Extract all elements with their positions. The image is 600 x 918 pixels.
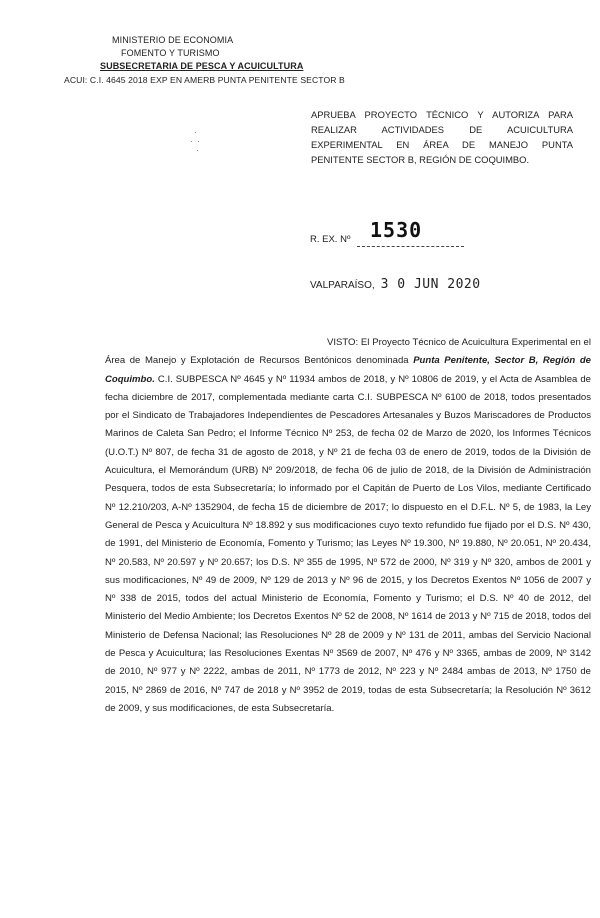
scan-marks: · · · · <box>190 128 200 155</box>
title-line: REALIZAR ACTIVIDADES DE ACUICULTURA <box>311 124 573 135</box>
place-date <box>310 277 481 292</box>
header-ministry: MINISTERIO DE ECONOMIA <box>112 35 234 45</box>
visto-rest: C.I. SUBPESCA Nº 4645 y Nº 11934 ambos de 2018, y Nº 10806 de 2019, y el Acta de Asamblea de fecha diciembre de 2017, complementada mediante carta C.I. SUBPESCA Nº 6100 de 2018, todos presentados por el Sindicato de Trabajadores Independientes de Pescadores Artesanales y Buzos Mariscadores de Productos Marinos de Caleta San Pedro; el Informe Técnico Nº 253, de fecha 02 de Marzo de 2020, los Informes Técnicos (U.O.T.) Nº 807, de fecha 31 de agosto de 2018, y Nº 21 de fecha 03 de enero de 2019, todos de la División de Acuicultura, el Memorándum (URB) Nº 209/2018, de fecha 06 de julio de 2018, de la División de Administración Pesquera, todos de esta Subsecretaría; lo informado por el Capitán de Puerto de Los Vilos, mediante Certificado Nº 12.210/203, A-Nº 1352904, de fecha 15 de diciembre de 2017; lo dispuesto en el D.F.L. Nº 5, de 1983, la Ley General de Pesca y Acuicultura Nº 18.892 y sus modificaciones cuyo texto refundido fue fijado por el D.S. Nº 430, de 1991, del Ministerio de Economía, Fomento y Turismo; las Leyes Nº 19.300, Nº 19.880, Nº 20.051, Nº 20.434, Nº 20.583, Nº 20.597 y Nº 20.657; los D.S. Nº 355 de 1995, Nº 572 de 2000, Nº 319 y Nº 320, ambos de 2001 y sus modificaciones, Nº 49 de 2009, Nº 129 de 2013 y Nº 96 de 2015, y los Decretos Exentos Nº 1056 de 2007 y Nº 338 de 2015, todos del actual Ministerio de Economía, Fomento y Turismo; el D.S. Nº 40 de 2012, del Ministerio del Medio Ambiente; los Decretos Exentos Nº 52 de 2008, Nº 1614 de 2013 y Nº 715 de 2018, todos del Ministerio de Defensa Nacional; las Resoluciones Nº 28 de 2009 y Nº 131 de 2011, ambas del Servicio Nacional de Pesca y Acuicultura; las Resoluciones Exentas Nº 3569 de 2007, Nº 476 y Nº 3365, ambas de 2009, Nº 3142 de 2010, Nº 977 y Nº 2222, ambas de 2011, Nº 1773 de 2012, Nº 223 y Nº 2484 ambas de 2013, Nº 1750 de 2015, Nº 2869 de 2016, Nº 747 de 2018 y Nº 3952 de 2019, todas de esta Subsecretaría; la Resolución Nº 3612 de 2009, y sus modificaciones, de esta Subsecretaría. <box>105 373 591 714</box>
date-stamp: 3 0 JUN 2020 <box>380 277 481 292</box>
project-name: Punta Penitente, Sector B, Región de Coquimbo. <box>105 355 591 385</box>
place: VALPARAÍSO, <box>310 280 375 291</box>
header-reference: ACUI: C.I. 4645 2018 EXP EN AMERB PUNTA PENITENTE SECTOR B <box>64 75 345 85</box>
resolution-number-underline <box>357 246 464 247</box>
visto-paragraph <box>105 334 591 718</box>
visto-intro: VISTO: El Proyecto Técnico de Acuicultura Experimental en el Área de Manejo y Explotación de Recursos Bentónicos denominada <box>105 337 591 367</box>
header-ministry-sub: FOMENTO Y TURISMO <box>121 48 220 58</box>
title-line: EXPERIMENTAL EN ÁREA DE MANEJO PUNTA <box>311 139 573 150</box>
resolution-title <box>311 107 573 167</box>
resolution-number: 1530 <box>370 218 423 242</box>
header-subsecretaria: SUBSECRETARIA DE PESCA Y ACUICULTURA <box>100 61 304 71</box>
title-line: APRUEBA PROYECTO TÉCNICO Y AUTORIZA PARA <box>311 109 573 120</box>
title-line: PENITENTE SECTOR B, REGIÓN DE COQUIMBO. <box>311 154 530 165</box>
resolution-label: R. EX. Nº <box>310 234 351 245</box>
